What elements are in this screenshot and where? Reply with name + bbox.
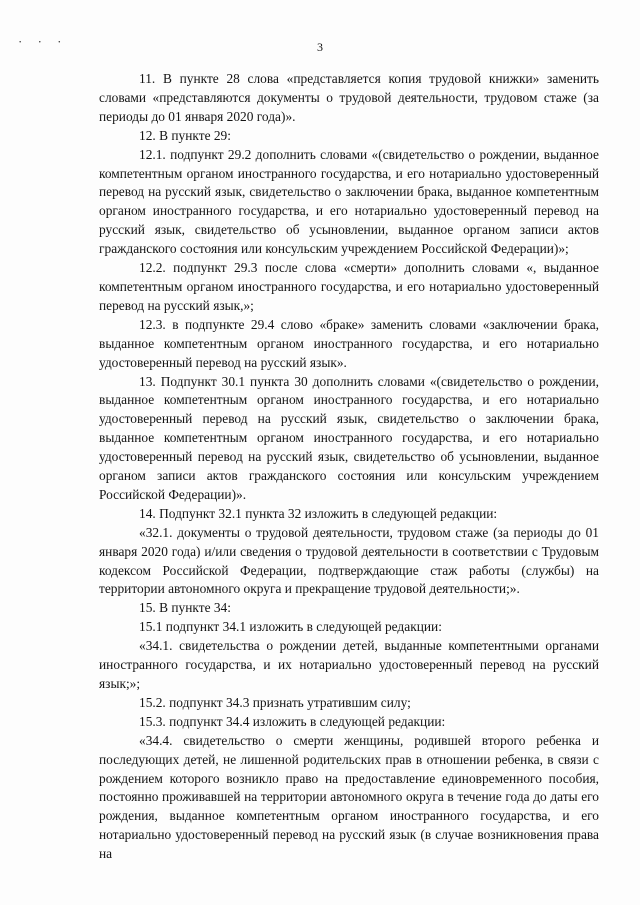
document-body [99, 70, 599, 864]
paragraph-12-2: 12.2. подпункт 29.3 после слова «смерти» дополнить словами «, выданное компетентным органом иностранного государства, и его нотариально удостоверенный перевод на русский язык,»; [99, 260, 599, 313]
paragraph-13: 13. Подпункт 30.1 пункта 30 дополнить словами «(свидетельство о рождении, выданное компетентным органом иностранного государства, и его нотариально удостоверенный перевод на русский язык, свидетельство о заключении брака, выданное компетентным органом иностранного государства, и его нотариально удостоверенный перевод на русский язык, свидетельство об усыновлении, выданное органом записи актов гражданского состояния или консульским учреждением Российской Федерации)». [99, 373, 599, 502]
paragraph-15-3: 15.3. подпункт 34.4 изложить в следующей редакции: [139, 713, 446, 729]
paragraph-15: 15. В пункте 34: [139, 600, 231, 616]
paragraph-12: 12. В пункте 29: [139, 127, 231, 143]
paragraph-34-4-text: «34.4. свидетельство о смерти женщины, родившей второго ребенка и последующих детей, не лишенной родительских прав в отношении ребенка, в связи с рождением которого возникло право на предоставление единовременного пособия, постоянно проживавшей на территории автономного округа в течение года до даты его рождения, выданное компетентным органом иностранного государства, и его нотариально удостоверенный перевод на русский язык (в случае возникновения права на [99, 732, 599, 862]
page-number: 3 [317, 40, 323, 54]
paragraph-34-1-text: «34.1. свидетельства о рождении детей, выданные компетентными органами иностранного государства, и их нотариально удостоверенный перевод на русский язык;»; [99, 638, 599, 691]
paragraph-11: 11. В пункте 28 слова «представляется копия трудовой книжки» заменить словами «представляются документы о трудовой деятельности, трудовом стаже (за периоды до 01 января 2020 года)». [99, 71, 599, 124]
paragraph-14: 14. Подпункт 32.1 пункта 32 изложить в следующей редакции: [139, 505, 498, 521]
paragraph-15-2: 15.2. подпункт 34.3 признать утратившим силу; [139, 694, 411, 710]
paragraph-15-1: 15.1 подпункт 34.1 изложить в следующей редакции: [139, 619, 442, 635]
paragraph-32-1-text: «32.1. документы о трудовой деятельности, трудовом стаже (за периоды до 01 января 2020 года) и/или сведения о трудовой деятельности в соответствии с Трудовым кодексом Российской Федерации, подтверждающие стаж работы (службы) на территории автономного округа и прекращение трудовой деятельности;». [99, 524, 599, 597]
paragraph-12-3: 12.3. в подпункте 29.4 слово «браке» заменить словами «заключении брака, выданное компетентным органом иностранного государства, и его нотариально удостоверенный перевод на русский язык». [99, 316, 599, 370]
paragraph-12-1: 12.1. подпункт 29.2 дополнить словами «(свидетельство о рождении, выданное компетентным органом иностранного государства, и его нотариально удостоверенный перевод на русский язык, свидетельство о заключении брака, выданное компетентным органом иностранного государства, и его нотариально удостоверенный перевод на русский язык, свидетельство об усыновлении, выданное органом записи актов гражданского состояния или консульским учреждением Российской Федерации)»; [99, 146, 599, 257]
scan-specks: · · · [18, 34, 68, 49]
